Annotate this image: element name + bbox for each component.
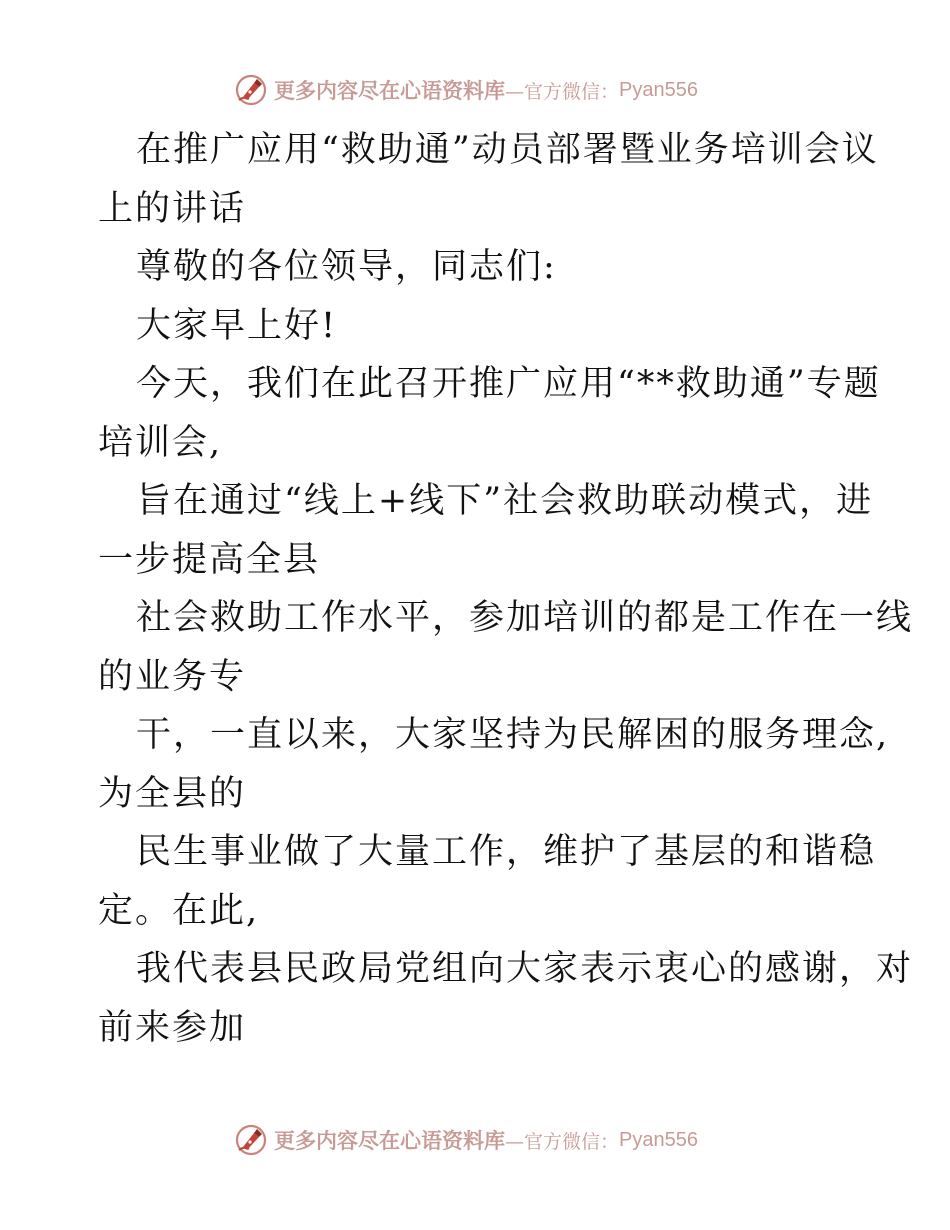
brand-text: 更多内容尽在心语资料库 <box>274 78 505 103</box>
official-wechat-label: —官方微信： <box>505 80 620 103</box>
wechat-id: Pyan556 <box>619 1128 698 1151</box>
greeting: 大家早上好! <box>136 305 338 346</box>
paragraph-line: 为全县的 <box>98 773 247 814</box>
document-body <box>98 121 914 1057</box>
paragraph-line: 干，一直以来，大家坚持为民解困的服务理念, <box>136 715 890 755</box>
footer-banner <box>234 1120 698 1160</box>
official-wechat-label: —官方微信： <box>505 1130 620 1153</box>
salutation: 尊敬的各位领导，同志们: <box>136 247 557 287</box>
paragraph-line: 的业务专 <box>98 656 247 697</box>
paragraph-line: 一步提高全县 <box>98 539 321 580</box>
paragraph-line: 社会救助工作水平，参加培训的都是工作在一线 <box>136 598 914 638</box>
paragraph-line: 旨在通过“线上+线下”社会救助联动模式，进 <box>136 481 874 521</box>
wechat-id: Pyan556 <box>619 78 698 101</box>
paragraph-line: 今天，我们在此召开推广应用“**救助通”专题 <box>136 364 881 404</box>
title-line-2: 上的讲话 <box>98 188 247 229</box>
brand-text: 更多内容尽在心语资料库 <box>274 1128 505 1153</box>
pen-nib-logo-icon <box>234 1123 268 1157</box>
paragraph-line: 定。在此, <box>98 890 260 931</box>
paragraph-line: 我代表县民政局党组向大家表示衷心的感谢，对 <box>136 949 914 989</box>
title-line-1: 在推广应用“救助通”动员部署暨业务培训会议 <box>136 130 879 170</box>
header-banner <box>234 70 698 110</box>
paragraph-line: 培训会, <box>98 422 223 463</box>
paragraph-line: 前来参加 <box>98 1007 247 1048</box>
pen-nib-logo-icon <box>234 73 268 107</box>
paragraph-line: 民生事业做了大量工作，维护了基层的和谐稳 <box>136 832 877 872</box>
